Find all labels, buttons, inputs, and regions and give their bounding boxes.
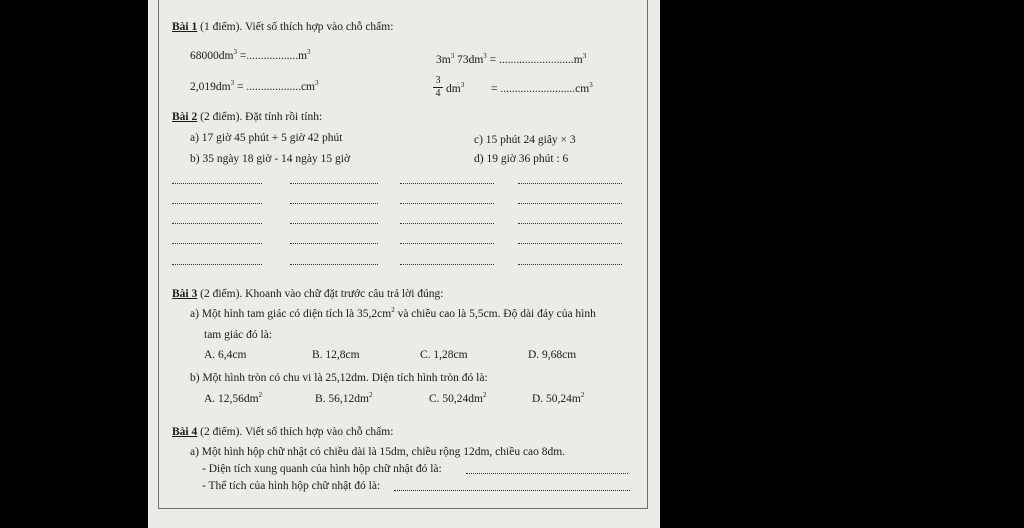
bai1-q2: $3m^3$ $73dm^3 = ..........................m^3$ [436, 52, 587, 66]
bai2-c: c) 15 phút 24 giây × 3 [474, 134, 576, 146]
bai3-a-option-c: C. 1,28cm [420, 349, 468, 361]
bai1-q4: $dm^3$ [446, 81, 465, 95]
bai3-b-option-d: D. $50,24m^2$ [532, 391, 585, 405]
bai1-q4-fraction: 3 4 [433, 76, 443, 99]
bai2-b: b) 35 ngày 18 giờ - 14 ngày 15 giờ [190, 153, 351, 165]
bai2-title: Bài 2 [172, 111, 198, 123]
bai1-q4-rhs: = $..........................cm^3$ [491, 81, 593, 95]
bai4-line2: - Thể tích của hình hộp chữ nhật đó là: [202, 480, 381, 492]
bai2-desc: (2 điểm). Đặt tính rồi tính: [200, 111, 323, 123]
bai3-a-question: a) Một hình tam giác có diện tích là $35,2cm^2$ và chiều cao là 5,5cm. Độ dài đáy của hình [190, 306, 596, 320]
bai3-desc: (2 điểm). Khoanh vào chữ đặt trước câu trả lời đúng: [200, 288, 444, 300]
bai2-a: a) 17 giờ 45 phút + 5 giờ 42 phút [190, 132, 343, 144]
bai3-b-option-b: B. $56,12dm^2$ [315, 391, 373, 405]
bai4-line1-dots [466, 473, 628, 474]
bai3-heading [172, 287, 444, 301]
bai4-line2-dots [394, 490, 630, 491]
bai4-line1: - Diện tích xung quanh của hình hộp chữ nhật đó là: [202, 463, 442, 475]
bai4-a: a) Một hình hộp chữ nhật có chiều dài là 15dm, chiều rộng 12dm, chiều cao 8dm. [190, 446, 566, 458]
bai4-heading [172, 425, 393, 439]
bai3-a-option-d: D. 9,68cm [528, 349, 577, 361]
bai3-a-option-b: B. 12,8cm [312, 349, 360, 361]
bai1-q3: $2,019dm^3 = ...................cm^3$ [190, 79, 319, 93]
bai3-b-option-c: C. $50,24dm^2$ [429, 391, 487, 405]
bai1-title: Bài 1 [172, 21, 198, 33]
exam-sheet [148, 0, 660, 528]
bai2-d: d) 19 giờ 36 phút : 6 [474, 153, 569, 165]
bai1-heading [172, 20, 393, 34]
bai1-desc: (1 điểm). Viết số thích hợp vào chỗ chấm: [200, 21, 394, 33]
bai1-q1: $68000dm^3 =..................m^3$ [190, 48, 311, 62]
bai4-desc: (2 điểm). Viết số thích hợp vào chỗ chấm: [200, 426, 394, 438]
bai2-heading [172, 110, 322, 124]
bai3-b-question: b) Một hình tròn có chu vi là 25,12dm. Diện tích hình tròn đó là: [190, 372, 488, 384]
bai3-a-question-cont: tam giác đó là: [204, 329, 273, 341]
bai3-b-option-a: A. $12,56dm^2$ [204, 391, 263, 405]
bai4-title: Bài 4 [172, 426, 198, 438]
bai3-title: Bài 3 [172, 288, 198, 300]
bai3-a-option-a: A. 6,4cm [204, 349, 247, 361]
